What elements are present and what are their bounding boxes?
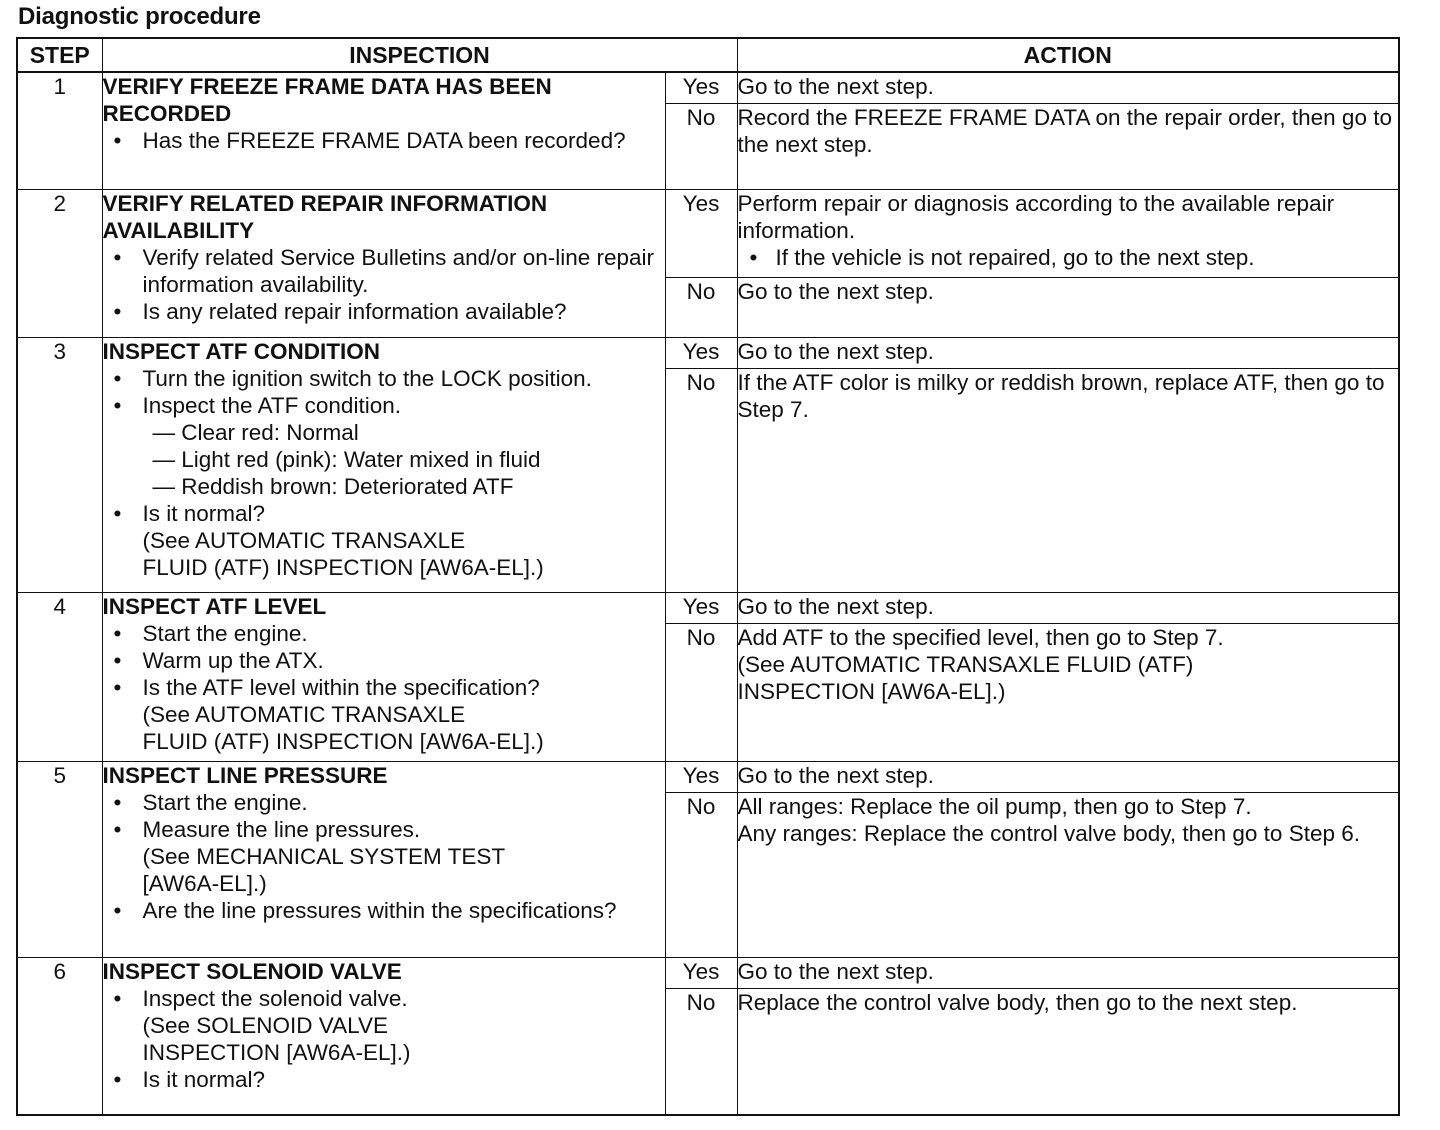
see-reference: [AW6A-EL].) — [142, 871, 267, 896]
inspection-bullet: • Start the engine. — [103, 789, 665, 816]
step-6-inspection — [102, 958, 665, 1116]
yes-action: Go to the next step. — [737, 593, 1399, 624]
step-2-yes-row — [17, 190, 1399, 278]
step-5-yes-row — [17, 762, 1399, 793]
inspection-bullet: • Is it normal? — [103, 1066, 665, 1093]
see-reference: FLUID (ATF) INSPECTION [AW6A-EL].) — [142, 729, 544, 754]
step-3-inspection — [102, 338, 665, 593]
no-label: No — [665, 989, 737, 1116]
step-4-inspection — [102, 593, 665, 762]
see-reference: (See AUTOMATIC TRANSAXLE — [142, 528, 466, 553]
action-bullet: • If the vehicle is not repaired, go to the next step. — [738, 244, 1399, 271]
no-action-text: All ranges: Replace the oil pump, then go to Step 7. — [737, 794, 1252, 819]
inspection-bullet: • Measure the line pressures. — [103, 816, 665, 843]
yes-action — [737, 190, 1399, 278]
no-label: No — [665, 369, 737, 593]
no-label: No — [665, 278, 737, 338]
yes-action: Go to the next step. — [737, 958, 1399, 989]
inspection-title: INSPECT SOLENOID VALVE — [102, 959, 402, 984]
step-1-inspection — [102, 72, 665, 190]
inspection-title: VERIFY RELATED REPAIR INFORMATION AVAILABILITY — [102, 191, 548, 243]
step-number: 1 — [17, 72, 102, 190]
yes-label: Yes — [665, 593, 737, 624]
step-3-yes-row — [17, 338, 1399, 369]
header-action: ACTION — [737, 38, 1399, 72]
no-action — [737, 624, 1399, 762]
no-label: No — [665, 793, 737, 958]
inspection-bullet: • Is it normal? — [103, 500, 665, 527]
header-inspection: INSPECTION — [102, 38, 737, 72]
inspection-bullet: • Has the FREEZE FRAME DATA been recorded? — [103, 127, 665, 154]
see-reference: (See SOLENOID VALVE — [142, 1013, 389, 1038]
no-label: No — [665, 624, 737, 762]
no-action-text: Add ATF to the specified level, then go to Step 7. — [737, 625, 1224, 650]
inspection-bullet: • Warm up the ATX. — [103, 647, 665, 674]
no-action-text: Any ranges: Replace the control valve body, then go to Step 6. — [737, 821, 1360, 846]
step-number: 2 — [17, 190, 102, 338]
yes-label: Yes — [665, 338, 737, 369]
yes-label: Yes — [665, 958, 737, 989]
see-reference: FLUID (ATF) INSPECTION [AW6A-EL].) — [142, 555, 544, 580]
inspection-bullet: • Are the line pressures within the specifications? — [103, 897, 665, 924]
no-action-text: (See AUTOMATIC TRANSAXLE FLUID (ATF) — [737, 652, 1194, 677]
yes-action: Go to the next step. — [737, 72, 1399, 104]
no-action: If the ATF color is milky or reddish brown, replace ATF, then go to Step 7. — [737, 369, 1399, 593]
no-action: Go to the next step. — [737, 278, 1399, 338]
yes-label: Yes — [665, 190, 737, 278]
no-action-text: INSPECTION [AW6A-EL].) — [737, 679, 1006, 704]
step-2-inspection — [102, 190, 665, 338]
step-number: 3 — [17, 338, 102, 593]
see-reference: INSPECTION [AW6A-EL].) — [142, 1040, 411, 1065]
no-action: Record the FREEZE FRAME DATA on the repair order, then go to the next step. — [737, 104, 1399, 190]
yes-action: Go to the next step. — [737, 762, 1399, 793]
yes-action: Go to the next step. — [737, 338, 1399, 369]
see-reference: (See MECHANICAL SYSTEM TEST — [142, 844, 506, 869]
no-action — [737, 793, 1399, 958]
inspection-bullet: • Start the engine. — [103, 620, 665, 647]
step-6-yes-row — [17, 958, 1399, 989]
no-label: No — [665, 104, 737, 190]
see-reference: (See AUTOMATIC TRANSAXLE — [142, 702, 466, 727]
header-step: STEP — [17, 38, 102, 72]
inspection-bullet: • Turn the ignition switch to the LOCK position. — [103, 365, 665, 392]
step-5-inspection — [102, 762, 665, 958]
yes-action-text: Perform repair or diagnosis according to the available repair information. — [737, 191, 1335, 243]
inspection-title: VERIFY FREEZE FRAME DATA HAS BEEN RECORDED — [102, 74, 552, 126]
inspection-bullet: • Is the ATF level within the specification? — [103, 674, 665, 701]
step-4-yes-row — [17, 593, 1399, 624]
inspection-title: INSPECT LINE PRESSURE — [102, 763, 388, 788]
step-1-yes-row — [17, 72, 1399, 104]
sub-item: — Light red (pink): Water mixed in fluid — [152, 447, 541, 472]
diagnostic-table — [16, 37, 1400, 1116]
step-number: 6 — [17, 958, 102, 1116]
inspection-bullet: • Inspect the solenoid valve. — [103, 985, 665, 1012]
yes-label: Yes — [665, 72, 737, 104]
inspection-bullet: • Verify related Service Bulletins and/or on-line repair information availability. — [103, 244, 665, 298]
inspection-bullet: • Inspect the ATF condition. — [103, 392, 665, 419]
inspection-title: INSPECT ATF LEVEL — [102, 594, 327, 619]
yes-label: Yes — [665, 762, 737, 793]
step-number: 4 — [17, 593, 102, 762]
no-action: Replace the control valve body, then go to the next step. — [737, 989, 1399, 1116]
page-title: Diagnostic procedure — [18, 3, 261, 30]
inspection-title: INSPECT ATF CONDITION — [102, 339, 380, 364]
header-row — [17, 38, 1399, 72]
sub-item: — Clear red: Normal — [152, 420, 359, 445]
inspection-bullet: • Is any related repair information available? — [103, 298, 665, 325]
step-number: 5 — [17, 762, 102, 958]
sub-item: — Reddish brown: Deteriorated ATF — [152, 474, 514, 499]
